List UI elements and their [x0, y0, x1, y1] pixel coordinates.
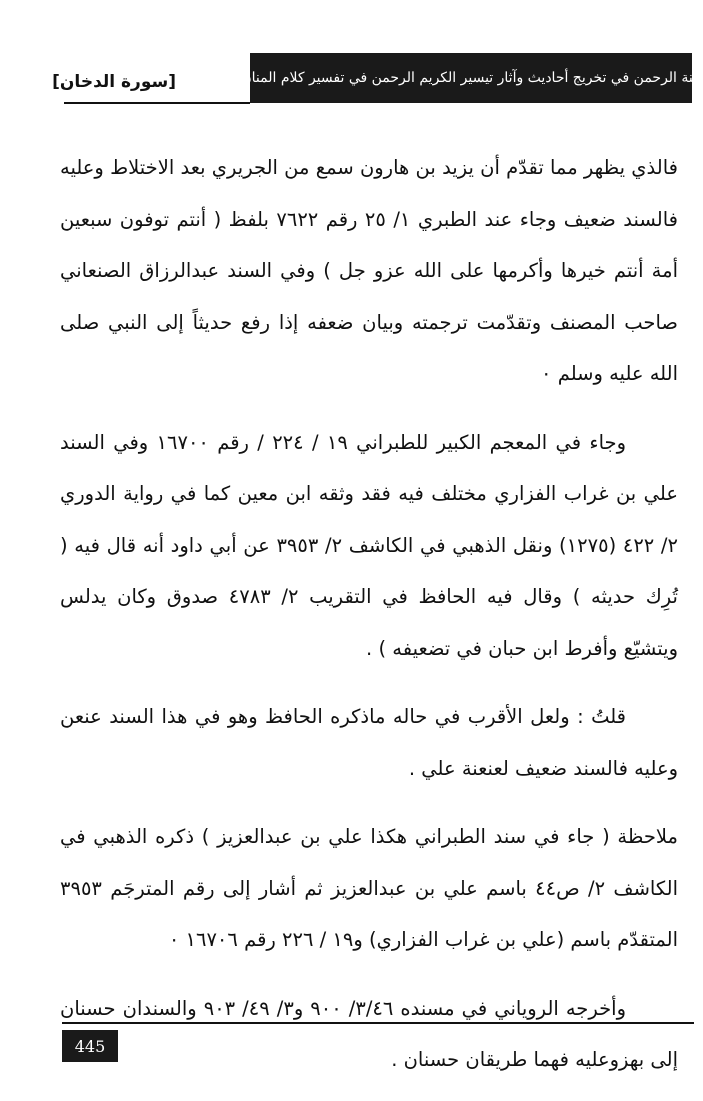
header-rule	[64, 102, 250, 104]
surah-label: [سورة الدخان]	[52, 72, 176, 92]
paragraph-4: ملاحظة ( جاء في سند الطبراني هكذا علي بن عبدالعزيز ) ذكره الذهبي في الكاشف ٢/ ص٤٤ باسم علي بن عبدالعزيز ثم أشار إلى رقم المترجَم ٣٩٥٣ المتقدّم باسم (علي بن غراب الفزاري) و١٩ / ٢٢٦ رقم ١٦٧٠٦ ٠	[60, 825, 679, 951]
paragraph-3: قلتُ : ولعل الأقرب في حاله ماذكره الحافظ وهو في هذا السند عنعن وعليه فالسند ضعيف لعنعنة علي .	[60, 705, 678, 780]
book-title: منة الرحمن في تخريج أحاديث وآثار تيسير الكريم الرحمن في تفسير كلام المنان	[241, 70, 701, 86]
paragraph-1: فالذي يظهر مما تقدّم أن يزيد بن هارون سمع من الجريري بعد الاختلاط وعليه فالسند ضعيف وجاء عند الطبري ١/ ٢٥ رقم ٧٦٢٢ بلفظ ( أنتم توفون سبعين أمة أنتم خيرها وأكرمها على الله عزو جل ) وفي السند عبدالرزاق الصنعاني صاحب المصنف وتقدّمت ترجمته وبيان ضعفه إذا رفع حديثاً إلى النبي صلى الله عليه وسلم ٠	[60, 156, 678, 385]
footer-rule	[62, 1022, 694, 1024]
paragraph-5: وأخرجه الروياني في مسنده ٣/٤٦/ ٩٠٠ و٣/ ٤٩/ ٩٠٣ والسندان حسنان إلى بهزوعليه فهما طريقان حسنان .	[60, 996, 678, 1071]
page-number: 445	[62, 1030, 118, 1062]
body-text	[60, 142, 678, 1086]
running-header-title	[241, 53, 701, 103]
paragraph-2: وجاء في المعجم الكبير للطبراني ١٩ / ٢٢٤ / رقم ١٦٧٠٠ وفي السند علي بن غراب الفزاري مختلف فيه فقد وثقه ابن معين كما في رواية الدوري ٢/ ٤٢٢ (١٢٧٥) ونقل الذهبي في الكاشف ٢/ ٣٩٥٣ عن أبي داود أنه قال فيه ( تُرِك حديثه ) وقال فيه الحافظ في التقريب ٢/ ٤٧٨٣ صدوق وكان يدلس ويتشيّع وأفرط ابن حبان في تضعيفه ) .	[60, 430, 678, 660]
